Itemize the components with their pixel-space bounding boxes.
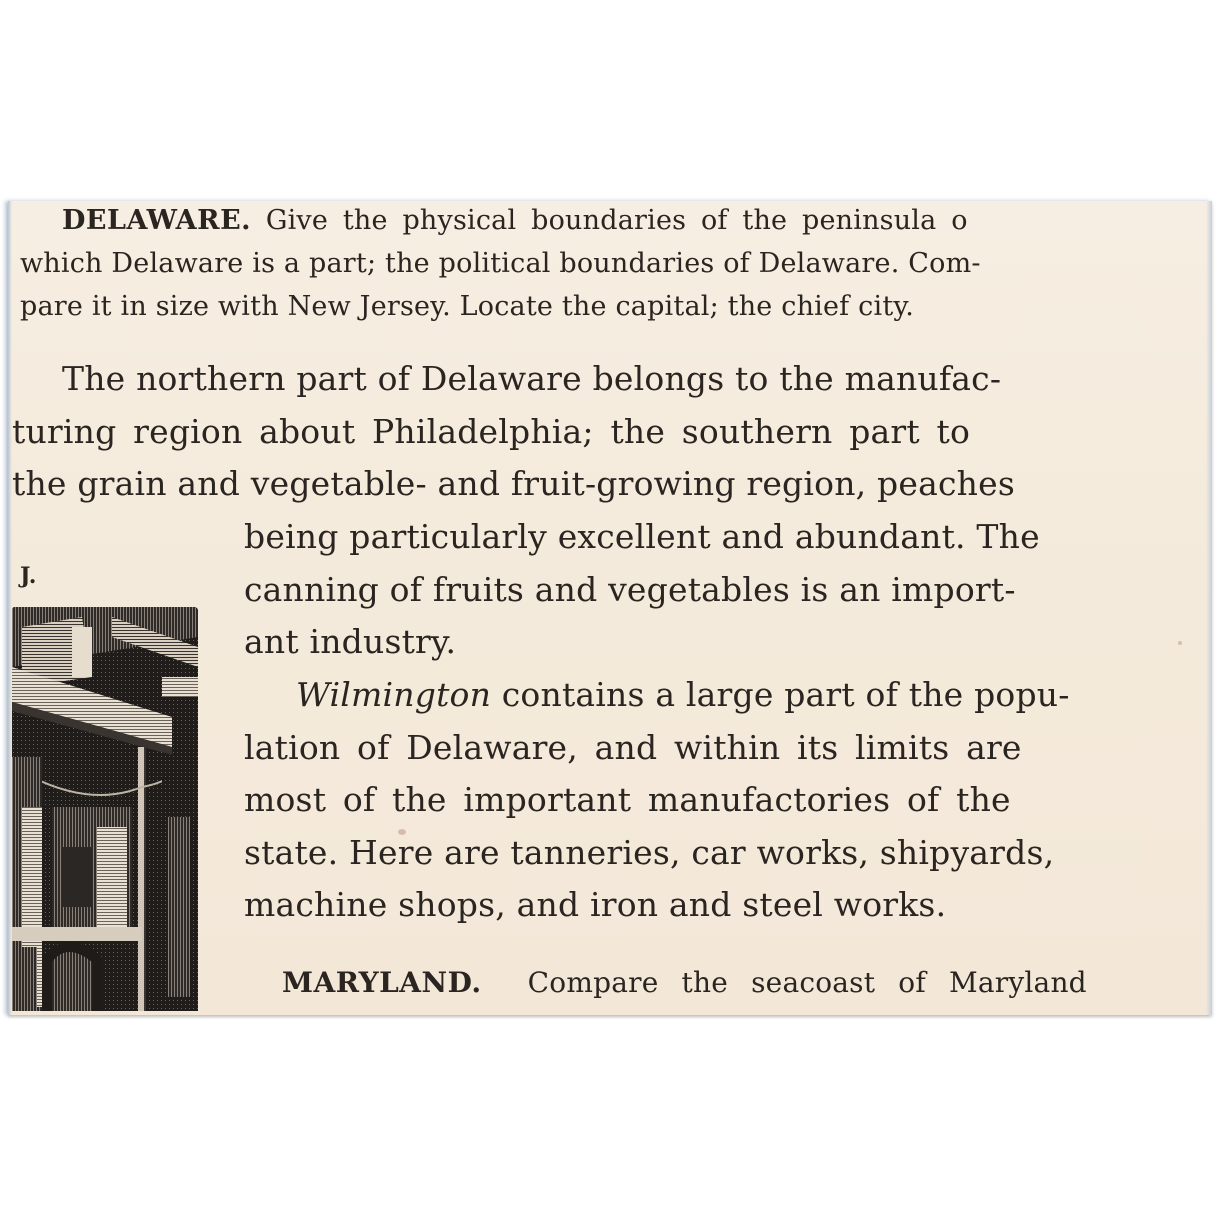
paragraph-2-line-3: most of the important manufactories of the: [244, 780, 1011, 819]
paragraph-1-line-1: The northern part of Delaware belongs to the manufac-: [62, 359, 1002, 398]
paragraph-1-line-4: being particularly excellent and abundant. The: [244, 517, 1040, 556]
paragraph-2-line-4: state. Here are tanneries, car works, shipyards,: [244, 832, 1055, 872]
paper-stain: [398, 829, 406, 835]
paragraph-1-line-6: ant industry.: [244, 622, 457, 661]
paragraph-northern-delaware: [12, 353, 1015, 511]
paragraph-2-line-2: lation of Delaware, and within its limits are: [244, 727, 1022, 767]
delaware-questions: [20, 201, 981, 328]
paper-stain: [1178, 641, 1182, 645]
paragraph-1-continued: [244, 511, 1040, 669]
wilmington-italic: Wilmington: [296, 675, 492, 714]
paragraph-wilmington: [244, 669, 1070, 932]
paragraph-1-line-2: turing region about Philadelphia; the southern part to: [12, 411, 971, 451]
paragraph-2-line-5: machine shops, and iron and steel works.: [244, 885, 947, 924]
delaware-heading: DELAWARE.: [62, 205, 252, 236]
maryland-questions: [282, 963, 1087, 1003]
maryland-heading: MARYLAND.: [282, 966, 482, 999]
paragraph-2-line-1: Wilmington contains a large part of the popu-: [296, 675, 1070, 714]
engraving-illustration-icon: [12, 607, 198, 1011]
maryland-question-text: Compare the seacoast of Maryland: [527, 966, 1087, 999]
figure-label: J.: [20, 563, 37, 589]
factory-engraving-image: [12, 607, 198, 1011]
delaware-question-line-1: DELAWARE. Give the physical boundaries of the peninsula o: [62, 205, 968, 236]
paragraph-1-line-3: the grain and vegetable- and fruit-growing region, peaches: [12, 464, 1015, 503]
delaware-question-line-3: pare it in size with New Jersey. Locate the capital; the chief city.: [20, 291, 915, 322]
delaware-question-line-2: which Delaware is a part; the political boundaries of Delaware. Com-: [20, 248, 981, 279]
paper-clipping: [8, 201, 1212, 1015]
paragraph-1-line-5: canning of fruits and vegetables is an import-: [244, 569, 1016, 609]
